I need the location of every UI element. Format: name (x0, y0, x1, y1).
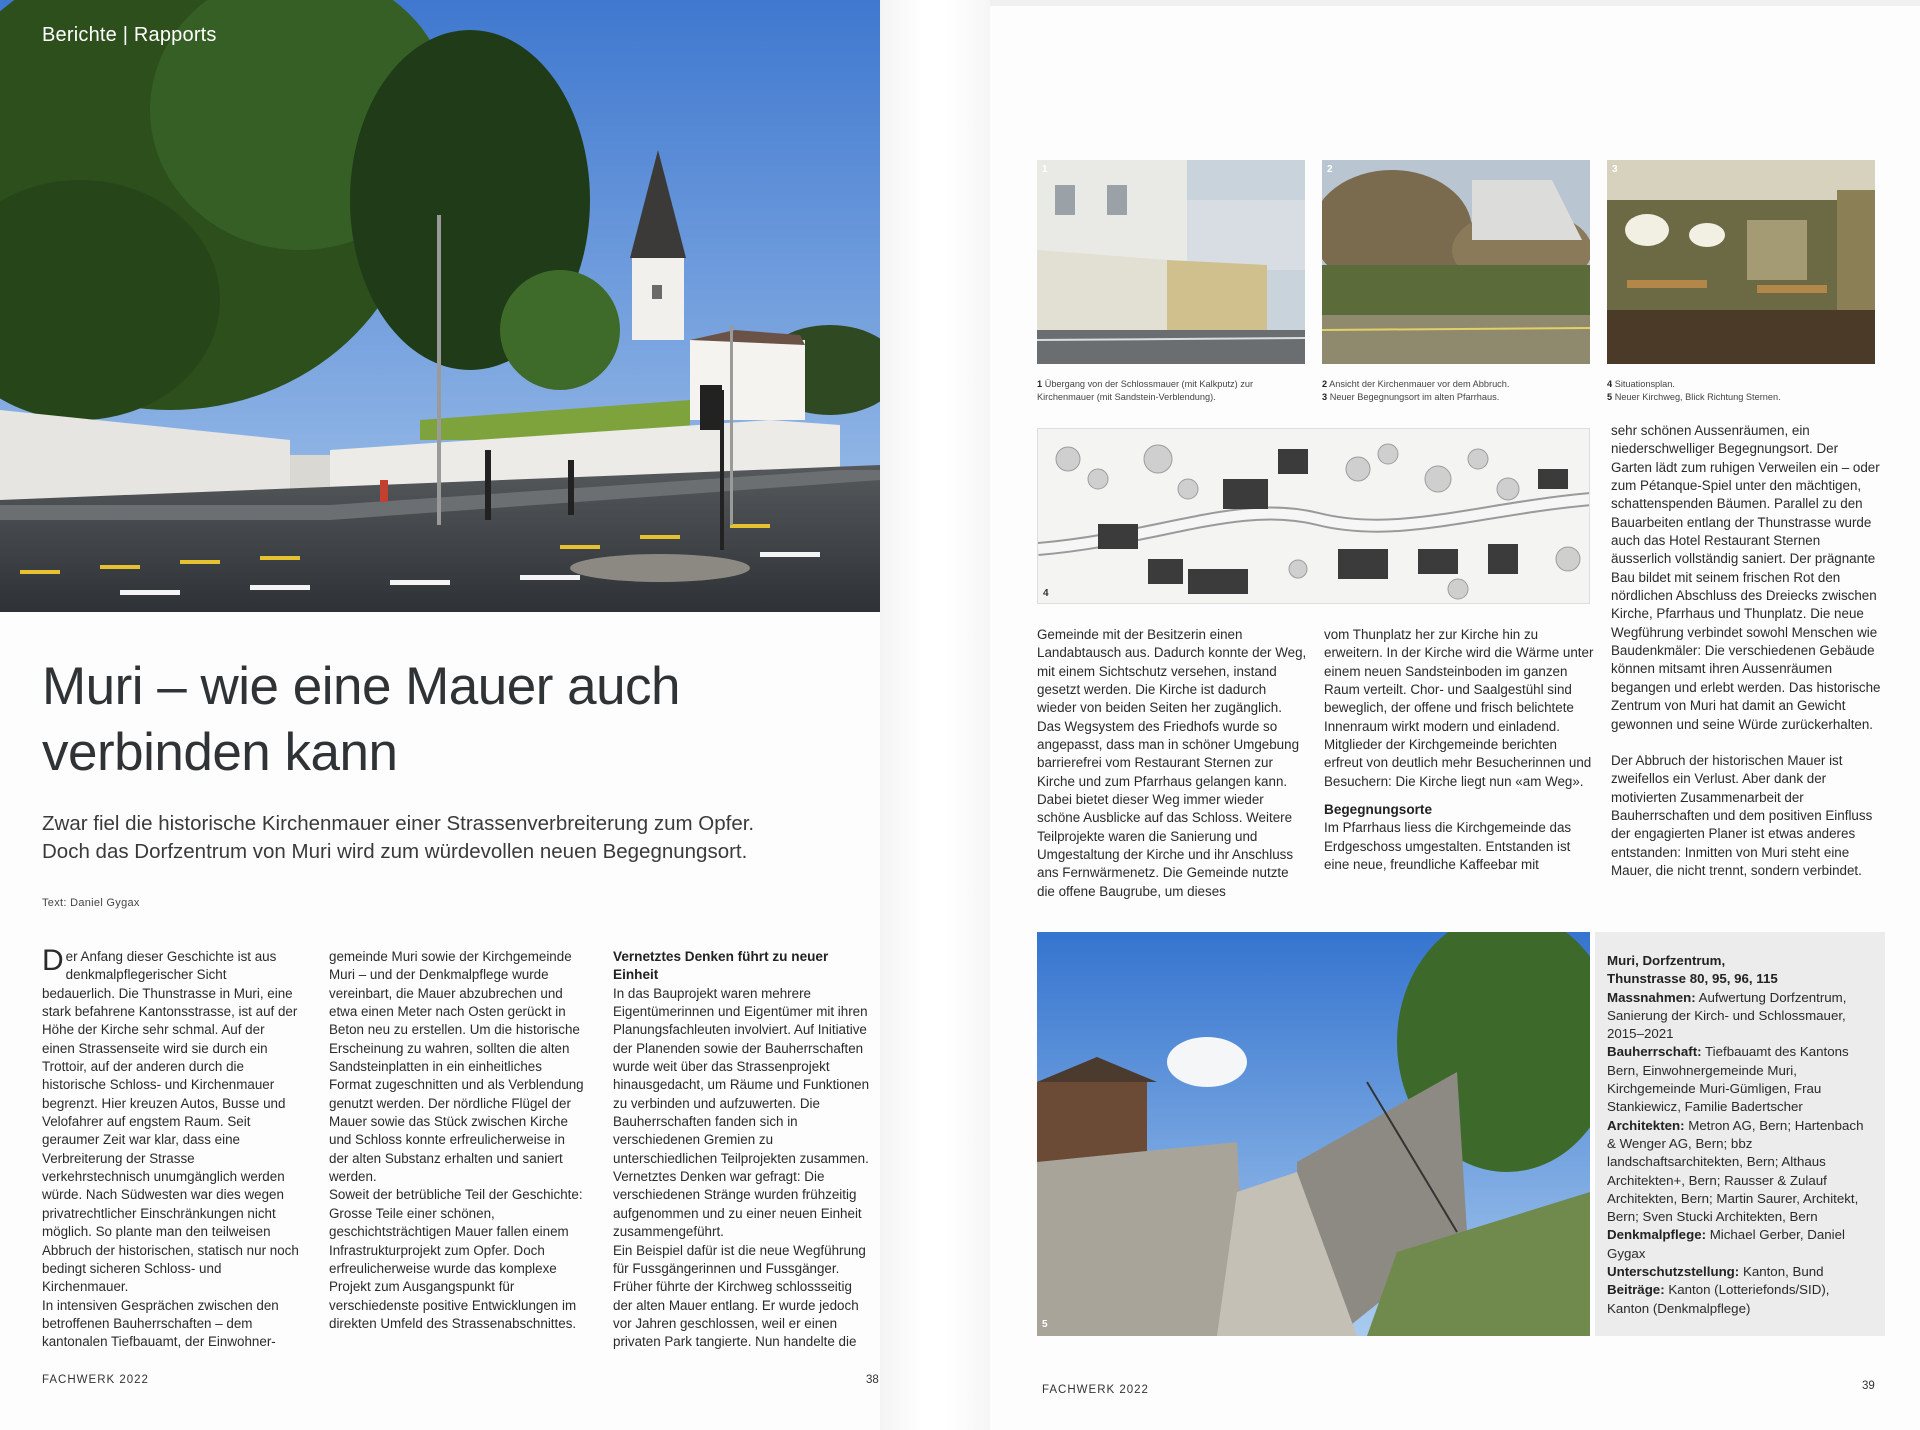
right-column-1 (1037, 626, 1307, 901)
infobox-entry (1607, 1226, 1873, 1263)
infobox-entry (1607, 989, 1873, 1044)
subheading: Begegnungsorte (1324, 802, 1432, 818)
infobox-value: Tiefbauamt des Kantons Bern, Einwohnergemeinde Muri, Kirchgemeinde Muri-Gümligen, Frau Stankiewicz, Familie Badertscher (1607, 1044, 1849, 1115)
photo-number: 5 (1042, 1319, 1048, 1330)
headline-line-2: verbinden kann (42, 723, 398, 782)
hero-photo-church-wall (0, 0, 880, 612)
caption-2-3 (1322, 378, 1590, 404)
infobox-key: Massnahmen: (1607, 989, 1696, 1005)
infobox-key: Bauherrschaft: (1607, 1044, 1702, 1060)
page-number: 38 (866, 1374, 879, 1386)
infobox-title-1: Muri, Dorfzentrum, (1607, 953, 1726, 968)
photo-3-illustration (1607, 160, 1875, 364)
right-column-3 (1611, 422, 1881, 880)
photo-5-new-path (1037, 932, 1590, 1336)
site-plan-illustration (1038, 429, 1590, 604)
photo-number: 1 (1042, 164, 1048, 175)
infobox-value: Michael Gerber, Daniel Gygax (1607, 1227, 1845, 1261)
article-headline (42, 654, 842, 786)
page-number: 39 (1862, 1380, 1875, 1392)
photo-number: 3 (1612, 164, 1618, 175)
caption-number: 1 (1037, 379, 1043, 389)
infobox-entry (1607, 1043, 1873, 1116)
site-plan-map (1037, 428, 1590, 604)
caption-1 (1037, 378, 1305, 404)
hero-photo-illustration (0, 0, 880, 612)
paragraph: sehr schönen Aussenräumen, ein niederschwelliger Begegnungsort. Der Garten lädt zum ruhigen Verweilen ein – oder zum Pétanque-Spiel unter den mächtigen, schattenspenden Bäumen. Parallel zu den Bauarbeiten entlang der Thunstrasse wurde auch das Hotel Restaurant Sternen äusserlich vollständig saniert. Der prägnante Bau bildet mit seinem frischen Rot den nördlichen Abschluss des Dreiecks zwischen Kirche, Pfarrhaus und Thunplatz. Die neue Wegführung verbindet sowohl Menschen wie Baudenkmäler: Die verschiedenen Gebäude können mitsamt ihren Aussenräumen begangen und erlebt werden. Das historische Zentrum von Muri hat damit an Gewicht gewonnen und seine Würde zurückerhalten. (1611, 423, 1881, 732)
headline-line-1: Muri – wie eine Mauer auch (42, 657, 681, 716)
paragraph: vom Thunplatz her zur Kirche hin zu erweitern. In der Kirche wird die Wärme unter einem neuen Sandsteinboden im ganzen Raum verteilt. Chor- und Saalgestühl sind beweglich, der offene und frisch belichtete Innenraum wirkt modern und einladend. Mitglieder der Kirchgemeinde berichten erfreut von deutlich mehr Besucherinnen und Besuchern: Die Kirche liegt nun «am Weg». (1324, 627, 1594, 789)
photo-number: 4 (1043, 588, 1049, 599)
infobox-key: Unterschutzstellung: (1607, 1264, 1740, 1280)
photo-1-wall-transition (1037, 160, 1305, 364)
photo-1-illustration (1037, 160, 1305, 364)
caption-number: 5 (1607, 392, 1613, 402)
paragraph: Gemeinde mit der Besitzerin einen Landabtausch aus. Dadurch konnte der Weg, mit einem Sichtschutz versehen, instand gesetzt werden. Die Kirche ist dadurch wieder von beiden Seiten her zugänglich. Das Wegsystem des Friedhofs wurde so angepasst, dass man in schöner Umgebung barrierefrei vom Restaurant Sternen zur Kirche und zum Pfarrhaus gelangen kann. Dabei bietet dieser Weg immer wieder schöne Ausblicke auf das Schloss. Weitere Teilprojekte waren die Sanierung und Umgestaltung der Kirche und ihr Anschluss ans Fernwärmenetz. Die Gemeinde nutzte die offene Baugrube, um dieses (1037, 627, 1307, 899)
infobox-title-2: Thunstrasse 80, 95, 96, 115 (1607, 971, 1778, 987)
infobox-key: Architekten: (1607, 1117, 1685, 1133)
caption-text: Übergang von der Schlossmauer (mit Kalkputz) zur Kirchenmauer (mit Sandstein-Verblendung). (1037, 379, 1254, 402)
photo-2-illustration (1322, 160, 1590, 364)
paragraph: Im Pfarrhaus liess die Kirchgemeinde das Erdgeschoss umgestalten. Entstanden ist eine neue, freundliche Kaffeebar mit (1324, 820, 1572, 873)
paragraph: Soweit der betrübliche Teil der Geschichte: Grosse Teile einer schönen, geschichtsträchtigen Mauer fallen einem Infrastrukturprojekt zum Opfer. Doch erfreulicherweise wurde das komplexe Projekt zum Ausgangspunkt für verschiedenste positive Entwicklungen im direkten Umfeld des Strassenabschnittes. (329, 1187, 583, 1331)
photo-2-old-wall (1322, 160, 1590, 364)
section-tag: Berichte | Rapports (42, 24, 217, 46)
photo-number: 2 (1327, 164, 1333, 175)
caption-text: Ansicht der Kirchenmauer vor dem Abbruch. (1329, 379, 1510, 389)
body-column-1 (42, 944, 300, 1352)
infobox-entry (1607, 1117, 1873, 1227)
footer-magazine: FACHWERK 2022 (42, 1374, 149, 1386)
caption-number: 4 (1607, 379, 1613, 389)
spine-gutter (880, 0, 990, 1430)
infobox-key: Beiträge: (1607, 1282, 1665, 1298)
infobox-entry (1607, 1263, 1873, 1281)
caption-text: Neuer Kirchweg, Blick Richtung Sternen. (1614, 392, 1781, 402)
infobox-value: Metron AG, Bern; Hartenbach & Wenger AG, Bern; bbz landschaftsarchitekten, Bern; Althaus Architekten+, Bern; Rausser & Zulauf Architekten, Bern; Martin Saurer, Architekt, Bern; Sven Stucki Architekten, Bern (1607, 1117, 1864, 1225)
body-column-2 (329, 948, 587, 1333)
paragraph: Der Anfang dieser Geschichte ist aus denkmalpflegerischer Sicht bedauerlich. Die Thunstrasse in Muri, eine stark befahrene Kantonsstrasse, ist auf der Höhe der Kirche sehr schmal. Auf der einen Strassenseite wird sie durch ein Trottoir, auf der anderen durch die historische Schloss- und Kirchenmauer begrenzt. Hier kreuzen Autos, Busse und Velofahrer auf engstem Raum. Seit geraumer Zeit war klar, dass eine Verbreiterung der Strasse verkehrstechnisch unumgänglich werden würde. Nach Südwesten war dies wegen privatrechtlicher Einschränkungen nicht möglich. So plante man den teilweisen Abbruch der historischen, statisch nur noch bedingt sicheren Schloss- und Kirchenmauer. (42, 944, 299, 1295)
caption-number: 3 (1322, 392, 1328, 402)
infobox-key: Denkmalpflege: (1607, 1227, 1707, 1243)
lead-line-2: Doch das Dorfzentrum von Muri wird zum würdevollen neuen Begegnungsort. (42, 840, 748, 863)
project-infobox (1595, 932, 1885, 1336)
body-column-3 (613, 948, 871, 1352)
left-page (0, 0, 880, 1430)
paragraph: In das Bauprojekt waren mehrere Eigentümerinnen und Eigentümer mit ihren Planungsfachleuten involviert. Auf Initiative der Planenden sowie der Bauherrschaften wurde weit über das Strassenprojekt hinausgedacht, um Räume und Funktionen zu verbinden und aufzuwerten. Die Bauherrschaften fanden sich in verschiedenen Gremien zu unterschiedlichen Teilprojekten zusammen. Vernetztes Denken war gefragt: Die verschiedenen Stränge wurden frühzeitig aufgenommen und zu einer neuen Einheit zusammengeführt. (613, 985, 870, 1240)
byline: Text: Daniel Gygax (42, 897, 140, 909)
subheading: Vernetztes Denken führt zu neuer Einheit (613, 949, 829, 983)
footer-magazine: FACHWERK 2022 (1042, 1384, 1149, 1396)
infobox-value: Aufwertung Dorfzentrum, Sanierung der Kirch- und Schlossmauer, 2015–2021 (1607, 989, 1847, 1042)
infobox-value: Kanton (Lotteriefonds/SID), Kanton (Denkmalpflege) (1607, 1282, 1830, 1316)
caption-4-5 (1607, 378, 1875, 404)
caption-text: Neuer Begegnungsort im alten Pfarrhaus. (1329, 392, 1500, 402)
paragraph: Der Abbruch der historischen Mauer ist zweifellos ein Verlust. Aber dank der motivierten Zusammenarbeit der Bauherrschaften und dem positiven Einfluss der engagierten Planer ist etwas anderes entstanden: Inmitten von Muri steht eine Mauer, die nicht trennt, sondern verbindet. (1611, 752, 1873, 878)
paragraph: Ein Beispiel dafür ist die neue Wegführung für Fussgängerinnen und Fussgänger. Früher führte der Kirchweg schlossseitig der alten Mauer entlang. Er wurde jedoch vor Jahren geschlossen, weil er einen privaten Park tangierte. Nun handelte die (613, 1242, 866, 1350)
paragraph: In intensiven Gesprächen zwischen den betroffenen Bauherrschaften – dem kantonalen Tiefbauamt, der Einwohner- (42, 1297, 279, 1350)
photo-5-illustration (1037, 932, 1590, 1336)
right-page (990, 0, 1920, 1430)
caption-number: 2 (1322, 379, 1328, 389)
infobox-entry (1607, 1281, 1873, 1318)
top-strip (990, 0, 1920, 6)
infobox-value: Kanton, Bund (1742, 1264, 1824, 1280)
caption-text: Situationsplan. (1614, 379, 1675, 389)
right-column-2 (1324, 626, 1594, 874)
lead-line-1: Zwar fiel die historische Kirchenmauer einer Strassenverbreiterung zum Opfer. (42, 812, 755, 835)
photo-3-cafe-interior (1607, 160, 1875, 364)
article-lead (42, 810, 862, 866)
paragraph: gemeinde Muri sowie der Kirchgemeinde Muri – und der Denkmalpflege wurde vereinbart, die Mauer abzubrechen und etwa einen Meter nach Osten gerückt in Beton neu zu erstellen. Um die historische Erscheinung zu wahren, sollten die alten Sandsteinplatten in ein einheitliches Format zugeschnitten und als Verblendung genutzt werden. Der nördliche Flügel der Mauer sowie das Stück zwischen Kirche und Schloss konnte erfreulicherweise in der alten Substanz erhalten und saniert werden. (329, 949, 584, 1185)
